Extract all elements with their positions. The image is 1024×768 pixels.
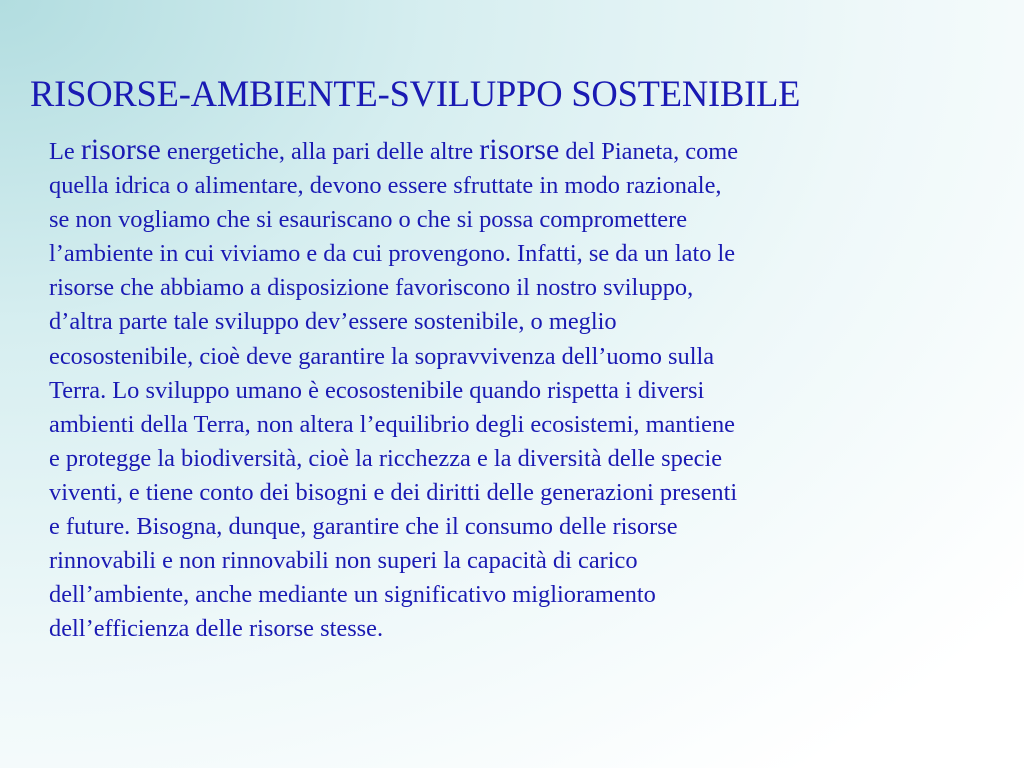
body-line: ambienti della Terra, non altera l’equilibrio degli ecosistemi, mantiene <box>49 410 735 438</box>
body-line: e future. Bisogna, dunque, garantire che il consumo delle risorse <box>49 513 678 541</box>
body-line: se non vogliamo che si esauriscano o che si possa compromettere <box>49 206 688 234</box>
text-run: energetiche, alla pari delle altre <box>160 138 480 165</box>
emphasized-word: risorse <box>80 133 161 166</box>
body-line: e protegge la biodiversità, cioè la ricchezza e la diversità delle specie <box>49 444 723 472</box>
text-run: del Pianeta, come <box>559 138 739 165</box>
body-line: ecosostenibile, cioè deve garantire la sopravvivenza dell’uomo sulla <box>49 342 715 370</box>
body-line: dell’efficienza delle risorse stesse. <box>49 615 384 643</box>
body-line: quella idrica o alimentare, devono essere sfruttate in modo razionale, <box>49 172 722 200</box>
body-line: l’ambiente in cui viviamo e da cui provengono. Infatti, se da un lato le <box>49 240 736 268</box>
body-line: d’altra parte tale sviluppo dev’essere sostenibile, o meglio <box>49 308 617 336</box>
body-line: risorse che abbiamo a disposizione favoriscono il nostro sviluppo, <box>49 274 694 302</box>
body-line: Terra. Lo sviluppo umano è ecosostenibile quando rispetta i diversi <box>49 376 705 404</box>
body-line: rinnovabili e non rinnovabili non superi la capacità di carico <box>49 547 638 575</box>
body-paragraph <box>49 133 1014 646</box>
text-run: Le <box>49 138 81 165</box>
emphasized-word: risorse <box>479 133 560 166</box>
body-line-first <box>49 133 1014 169</box>
body-line: viventi, e tiene conto dei bisogni e dei diritti delle generazioni presenti <box>49 478 738 506</box>
slide-title: RISORSE-AMBIENTE-SVILUPPO SOSTENIBILE <box>30 73 801 114</box>
body-line: dell’ambiente, anche mediante un significativo miglioramento <box>49 581 656 609</box>
